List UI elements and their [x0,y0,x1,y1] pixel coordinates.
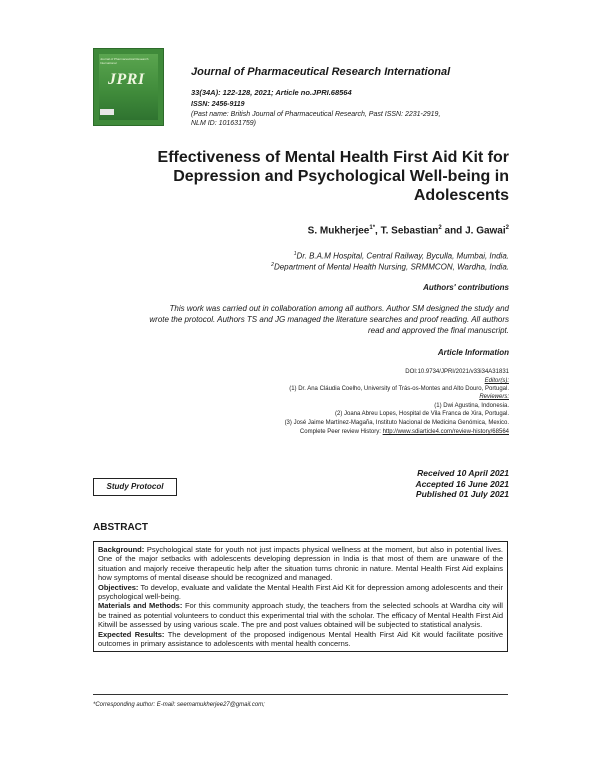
contributions-heading: Authors' contributions [423,283,509,292]
title-line: Effectiveness of Mental Health First Aid Kit for [157,149,509,166]
editor-entry: (1) Dr. Ana Cláudia Coelho, University of Trás-os-Montes and Alto Douro, Portugal. [289,386,509,392]
accepted-date: Accepted 16 June 2021 [415,479,509,489]
affiliation [271,262,509,272]
abstract-methods [98,601,503,629]
received-date: Received 10 April 2021 [417,468,509,478]
cover-label-strip [100,109,114,115]
affiliation-superscript: 1 [293,251,297,257]
contributions-line: This work was carried out in collaboration among all authors. Author SM designed the study and [169,304,509,313]
cover-logo: JPRI [108,71,145,88]
reviewer-entry: (2) Joana Abreu Lopes, Hospital de Vila Franca de Xira, Portugal. [335,411,509,417]
abstract-heading: ABSTRACT [93,522,148,533]
article-title [119,148,509,205]
abstract-label: Background: [98,545,145,554]
reviewer-entry: (3) José Jaime Martínez-Magaña, Instituto Nacional de Medicina Genómica, Mexico. [284,420,509,426]
abstract-text: The development of the proposed indigenous Mental Health First Aid Kit would facilitate positive outcomes in primary assistance to adolescents with mental health concerns. [98,629,503,649]
cover-journal-title: Journal of Pharmaceutical Research International [100,57,149,65]
journal-name: Journal of Pharmaceutical Research International [191,66,451,78]
affiliation-text: Department of Mental Health Nursing, SRMMCON, Wardha, India. [273,262,509,272]
article-type-badge: Study Protocol [93,478,177,496]
published-date: Published 01 July 2021 [415,489,509,499]
abstract-label: Expected Results: [98,629,165,639]
abstract-objectives [98,583,503,602]
article-info-heading: Article Information [437,348,509,357]
reviewer-entry: (1) Dwi Agustina, Indonesia. [434,403,509,409]
author-superscript: 2 [438,225,442,231]
abstract-label: Materials and Methods: [98,601,183,611]
affiliation-superscript: 2 [271,262,274,268]
review-history-link[interactable]: http://www.sdiarticle4.com/review-history/68564 [382,429,509,435]
journal-cover-image [93,48,164,126]
abstract-text: For this community approach study, the teachers from the selected schools at Wardha city will be trained as potential volunteers to conduct this experimental trial with the scholar. The efficacy of Mental Health First Aid Kitwill be assessed by using various scale. The pre and post values obtained will be subjected to statistical analysis. [98,601,503,630]
abstract-label: Objectives: [98,582,139,592]
contributions-line: read and approved the final manuscript. [368,326,509,335]
title-line: Depression and Psychological Well-being in [173,168,509,185]
author-superscript: 1* [369,225,376,231]
journal-issn: ISSN: 2456-9119 [191,101,245,108]
contributions-text [89,303,509,336]
abstract-background [98,545,503,583]
editors-label: Editor(s): [484,378,509,384]
corresponding-author-note: *Corresponding author: E-mail: seemamukherjee27@gmail.com; [93,702,265,708]
footnote-divider [93,694,508,695]
title-line: Adolescents [413,187,509,204]
abstract-box [93,541,508,652]
contributions-line: wrote the protocol. Authors TS and JG managed the literature searches and proof reading. All authors [149,315,509,324]
affiliation [294,251,509,261]
author-name: and J. Gawai [441,225,506,237]
affiliation-text: Dr. B.A.M Hospital, Central Railway, Byculla, Mumbai, India. [296,251,509,261]
abstract-results [98,630,503,649]
abstract-text: To develop, evaluate and validate the Mental Health First Aid Kit for depression among adolescents and their psychological well-being. [98,582,503,602]
abstract-text: Psychological state for youth not just impacts physical wellness at the moment, but also in potential lives. One of the major setbacks with adolescents developing depression in India is that most of them are unaware of the situation and majorly receive therapeutic help after the situation turns chronic in nature. Mental Health First Aid explains how symptoms of mental disease should be recognized and managed. [98,545,503,583]
journal-past-name: (Past name: British Journal of Pharmaceutical Research, Past ISSN: 2231-2919, [191,111,441,118]
author-name: S. Mukherjee [307,225,370,237]
journal-nlm-id: NLM ID: 101631759) [191,120,256,127]
author-superscript: 2 [505,225,509,231]
author-list [308,225,509,236]
doi: DOI:10.9734/JPRI/2021/v33i34A31831 [405,369,509,375]
reviewers-label: Reviewers: [479,394,509,400]
review-history-label: Complete Peer review History: [299,429,383,435]
journal-citation: 33(34A): 122-128, 2021; Article no.JPRI.68564 [191,88,352,97]
review-history [300,428,509,436]
author-name: , T. Sebastian [375,225,439,237]
